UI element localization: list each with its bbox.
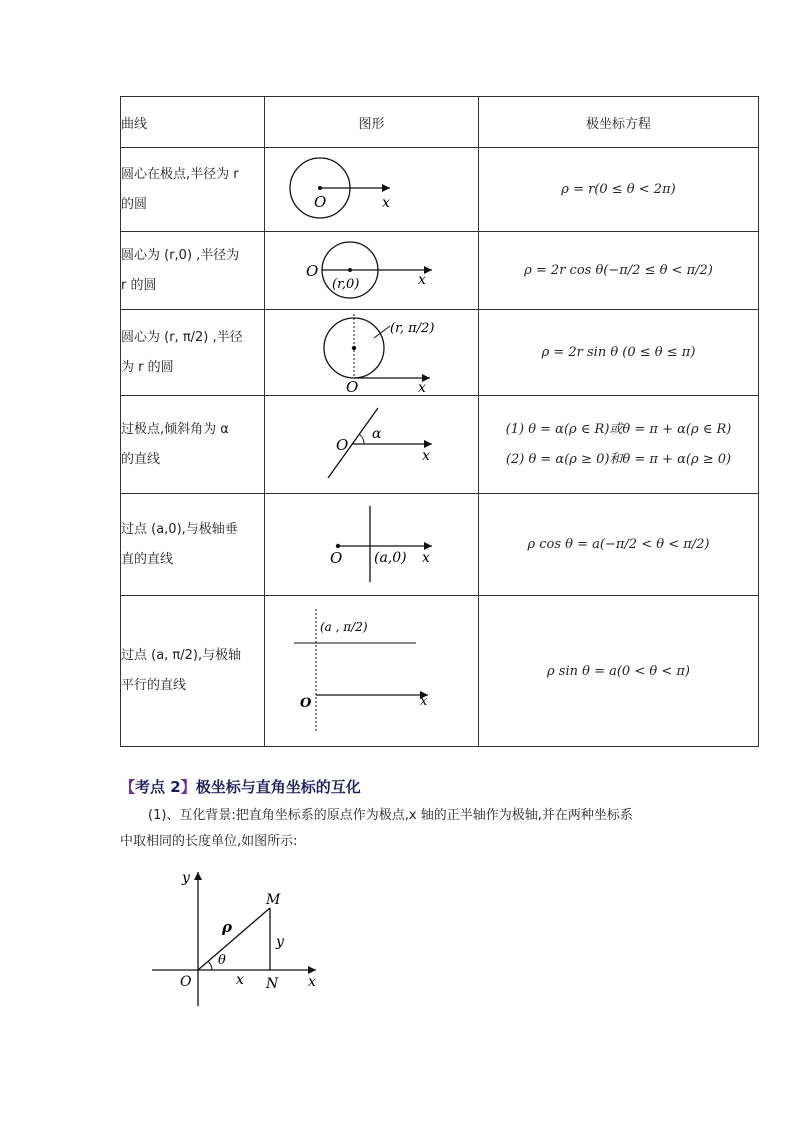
curve-name: 过点 (a, π/2),与极轴 平行的直线 — [121, 596, 265, 747]
line-through-pole-figure — [272, 400, 472, 490]
axis-label: x — [421, 447, 430, 464]
point-label: (a , π/2) — [319, 620, 368, 634]
curve-equation: ρ = r(0 ≤ θ < 2π) — [479, 148, 759, 232]
curve-equation: ρ = 2r sin θ (0 ≤ θ ≤ π) — [479, 310, 759, 396]
curve-figure — [265, 148, 479, 232]
curve-equation: ρ sin θ = a(0 < θ < π) — [479, 596, 759, 747]
point-n-label: N — [266, 976, 279, 992]
curve-name: 圆心在极点,半径为 r 的圆 — [121, 148, 265, 232]
section-heading: 【考点 2】极坐标与直角坐标的互化 — [120, 778, 361, 796]
circle-at-pole-figure — [272, 151, 472, 229]
curve-equation: ρ = 2r cos θ(−π/2 ≤ θ < π/2) — [479, 232, 759, 310]
center-label: (r,0) — [331, 276, 359, 292]
curve-figure — [265, 310, 479, 396]
table-row — [121, 148, 759, 232]
y-length-label: y — [276, 934, 284, 950]
curve-equation: (1) θ = α(ρ ∈ R)或θ = π + α(ρ ∈ R) (2) θ = α(ρ ≥ 0)和θ = π + α(ρ ≥ 0) — [479, 396, 759, 494]
paragraph-line-2: 中取相同的长度单位,如图所示: — [120, 834, 298, 849]
table-row — [121, 232, 759, 310]
table-row — [121, 310, 759, 396]
origin-label: O — [335, 435, 348, 454]
axis-label: x — [417, 379, 426, 394]
axis-label: x — [421, 549, 430, 566]
origin-label: O — [180, 974, 192, 990]
table-row — [121, 396, 759, 494]
origin-label: O — [305, 261, 318, 280]
circle-on-axis-figure — [272, 236, 472, 306]
section-title: 极坐标与直角坐标的互化 — [195, 778, 361, 796]
table-row — [121, 494, 759, 596]
angle-label: α — [371, 425, 381, 442]
paragraph-line-1: (1)、互化背景:把直角坐标系的原点作为极点,x 轴的正半轴作为极轴,并在两种坐标系 — [148, 808, 633, 823]
curve-figure — [265, 396, 479, 494]
curve-name: 圆心为 (r,0) ,半径为 r 的圆 — [121, 232, 265, 310]
origin-label: O — [329, 548, 342, 567]
x-axis-label: x — [308, 974, 316, 990]
axis-label: x — [417, 271, 426, 288]
origin-label: O — [299, 696, 311, 711]
curve-name: 过极点,倾斜角为 α 的直线 — [121, 396, 265, 494]
table-header-row — [121, 97, 759, 148]
y-axis-label: y — [182, 870, 190, 886]
curve-name: 圆心为 (r, π/2) ,半径 为 r 的圆 — [121, 310, 265, 396]
curve-figure — [265, 494, 479, 596]
table-row — [121, 596, 759, 747]
x-length-label: x — [236, 972, 244, 988]
curve-name: 过点 (a,0),与极轴垂 直的直线 — [121, 494, 265, 596]
curve-equation: ρ cos θ = a(−π/2 < θ < π/2) — [479, 494, 759, 596]
curve-figure — [265, 232, 479, 310]
foot-label: (a,0) — [373, 549, 407, 566]
point-m-label: M — [266, 892, 281, 908]
header-equation: 极坐标方程 — [479, 97, 759, 148]
polar-curves-table — [120, 96, 759, 747]
axis-label: x — [419, 694, 427, 709]
axis-label: x — [381, 194, 390, 211]
polar-rect-diagram — [146, 866, 326, 1016]
rho-label: ρ — [222, 918, 232, 936]
header-curve: 曲线 — [121, 97, 265, 148]
origin-label: O — [313, 192, 326, 211]
theta-label: θ — [218, 953, 226, 968]
center-label: (r, π/2) — [389, 320, 434, 336]
header-figure: 图形 — [265, 97, 479, 148]
vertical-line-figure — [272, 500, 472, 590]
curve-figure — [265, 596, 479, 747]
circle-above-pole-figure — [272, 312, 472, 394]
section-tag: 考点 2 — [135, 778, 181, 796]
origin-label: O — [345, 377, 358, 394]
horizontal-line-figure — [272, 601, 472, 741]
